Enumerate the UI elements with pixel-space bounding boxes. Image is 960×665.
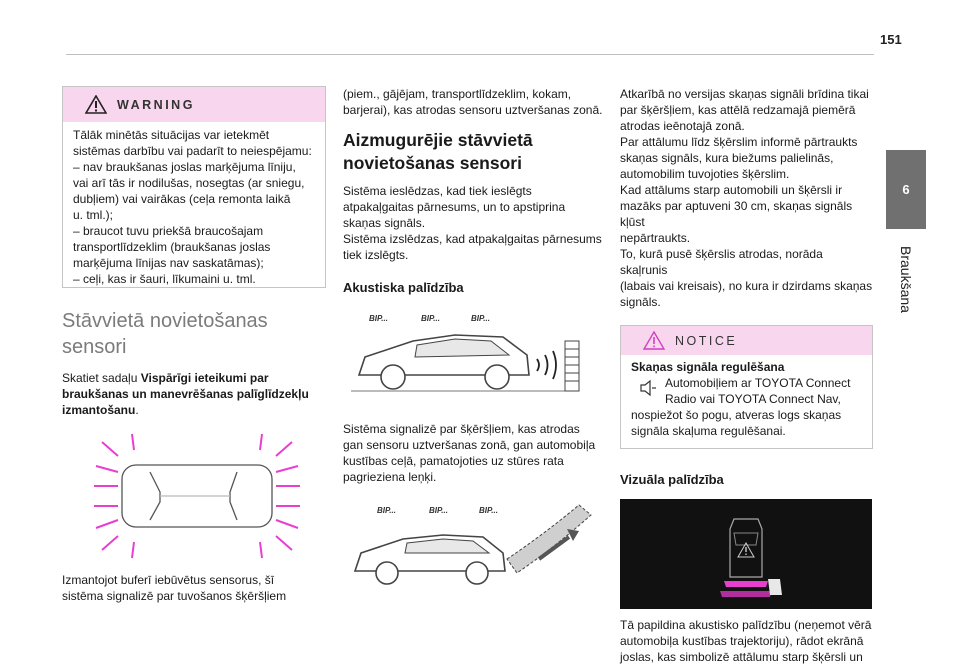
header-rule xyxy=(66,54,874,55)
sensor-system-text: Izmantojot buferī iebūvētus sensorus, šī sistēma signalizē par tuvošanos šķēršļiem xyxy=(62,573,287,603)
speaker-icon xyxy=(631,375,665,407)
chapter-title: Braukšana xyxy=(898,246,914,313)
continued-text: (piem., gājējam, transportlīdzeklim, kokam, barjerai), kas atrodas sensoru uztveršanas zonā. xyxy=(343,87,603,117)
bip-label-3: BIP... xyxy=(471,314,490,323)
car-trajectory-illustration xyxy=(343,495,605,595)
notice-button-row xyxy=(621,375,872,407)
notice-rest-text: nospiežot šo pogu, atveras logs skaņas signāla skaļuma regulēšanai. xyxy=(631,408,842,438)
notice-label: NOTICE xyxy=(675,333,738,348)
bip-label-5: BIP... xyxy=(429,506,448,515)
notice-triangle-icon xyxy=(643,331,665,350)
section-title: Stāvvietā novietošanas sensori xyxy=(62,310,268,358)
rear-sensors-title: Aizmugurējie stāvvietā novietošanas sensori xyxy=(343,130,533,173)
page-number: 151 xyxy=(880,32,902,47)
car-reversing-to-wall-illustration xyxy=(343,305,605,409)
visual-help-title: Vizuāla palīdzība xyxy=(620,472,724,487)
visual-help-text: Tā papildina akustisko palīdzību (neņemot vērā automobiļa kustības trajektoriju), rādot ekrānā joslas, kas simbolizē attālumu starp šķērsli un xyxy=(620,618,872,664)
chapter-tab[interactable]: 6 xyxy=(886,150,926,229)
bip-label-4: BIP... xyxy=(377,506,396,515)
acoustic-help-title: Akustiska palīdzība xyxy=(343,280,464,295)
intro-tail: . xyxy=(135,403,139,417)
warning-header xyxy=(63,87,325,122)
notice-header xyxy=(621,326,872,355)
intro-reference-link[interactable]: Vispārīgi ieteikumi par braukšanas un manevrēšanas palīglīdzekļu izmantošanu xyxy=(62,371,309,417)
warning-label: WARNING xyxy=(117,97,195,112)
rear-sensors-text: Sistēma ieslēdzas, kad tiek ieslēgts atpakaļgaitas pārnesums, un to apstiprina skaņas signāls. Sistēma izslēdzas, kad atpakaļgaitas pārnesums tiek izslēgts. xyxy=(343,184,602,262)
bip-label-1: BIP... xyxy=(369,314,388,323)
notice-title: Skaņas signāla regulēšana xyxy=(631,360,785,374)
bip-label-2: BIP... xyxy=(421,314,440,323)
intro-lead: Skatiet sadaļu xyxy=(62,371,141,385)
visual-display-screenshot xyxy=(620,499,872,609)
warning-box xyxy=(62,86,326,288)
column-right xyxy=(620,86,873,665)
warning-triangle-icon xyxy=(85,95,107,114)
notice-box xyxy=(620,325,873,449)
sensor-zones-diagram xyxy=(62,432,326,560)
column-middle xyxy=(343,86,605,595)
steering-signal-text: Sistēma signalizē par šķēršļiem, kas atrodas gan sensoru uztveršanas zonā, gan automobiļa kustības ceļā, pamatojoties uz stūres rata pagrieziena leņķi. xyxy=(343,422,596,484)
section-intro xyxy=(62,370,326,418)
bip-label-6: BIP... xyxy=(479,506,498,515)
shaded-zone-info-text: Atkarībā no versijas skaņas signāli brīdina tikai par šķēršļiem, kas attēlā redzamajā piemērā atrodas ieēnotajā zonā. Par attālumu līdz šķērslim informē pārtraukts skaņas signāls, kura biežums palielinās, automobilim tuvojoties šķērslim. Kad attālums starp automobili un šķērsli ir mazāks par aptuveni 30 cm, skaņas signāls kļūst nepārtraukts. To, kurā pusē šķērslis atrodas, norāda skaļrunis (labais vai kreisais), no kura ir dzirdams skaņas signāls. xyxy=(620,87,873,309)
warning-text: Tālāk minētās situācijas var ietekmēt sistēmas darbību vai padarīt to neiespējamu: – nav braukšanas joslas marķējuma līniju, vai arī tās ir nodilušas, nosegtas (ar sniegu, dubļiem) vai vairākas (ceļa remonta laikā u. tml.); – braucot tuvu priekšā braucošajam transportlīdzeklim (braukšanas joslas marķējuma līnijas nav saskatāmas); – ceļi, kas ir šauri, līkumaini u. tml. xyxy=(73,128,312,286)
column-left xyxy=(62,86,326,604)
notice-button-text: Automobiļiem ar TOYOTA Connect Radio vai TOYOTA Connect Nav, xyxy=(665,376,851,406)
